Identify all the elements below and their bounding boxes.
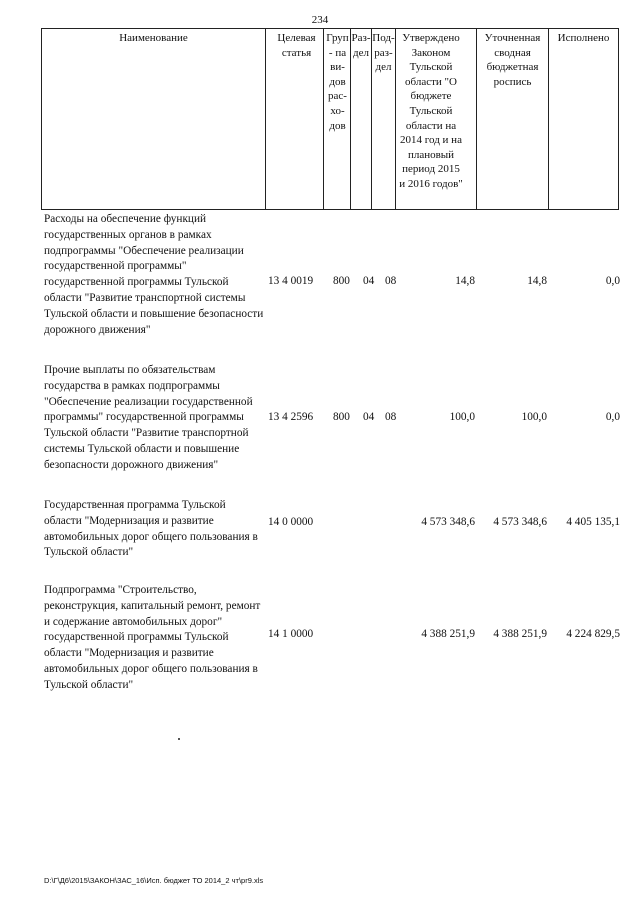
row-refined: 4 573 348,6: [493, 516, 547, 528]
header-subsection: Под- раз- дел: [371, 29, 395, 209]
row-section: 04: [363, 275, 375, 287]
row-executed: 0,0: [605, 275, 620, 287]
row-code: 14 0 0000: [268, 516, 314, 528]
row-name: Государственная программа Тульской области "Модернизация и развитие автомобильных дорог общего пользования в Тульской области": [44, 499, 258, 559]
row-name: Расходы на обеспечение функций государственных органов в рамках подпрограммы "Обеспечение реализации государственной программы" государственной программы Тульской области "Развитие транспортной системы Тульской области и повышение безопасности дорожного движения": [44, 213, 264, 336]
row-group: 800: [333, 411, 350, 423]
table-header: [41, 28, 619, 210]
row-executed: 4 224 829,5: [566, 628, 620, 640]
row-approved: 14,8: [455, 275, 475, 287]
row-refined: 100,0: [521, 411, 547, 423]
scan-speck: [178, 738, 180, 740]
header-executed: Исполнено: [548, 29, 619, 209]
row-code: 13 4 2596: [268, 411, 314, 423]
row-section: 04: [363, 411, 375, 423]
row-executed: 0,0: [605, 411, 620, 423]
header-approved: Утверждено Законом Тульской области "О бюджете Тульской области на 2014 год и на плановый период 2015 и 2016 годов": [395, 29, 466, 209]
row-approved: 4 388 251,9: [421, 628, 475, 640]
row-refined: 4 388 251,9: [493, 628, 547, 640]
header-name: Наименование: [41, 29, 265, 209]
row-subsection: 08: [385, 411, 397, 423]
row-executed: 4 405 135,1: [566, 516, 620, 528]
row-refined: 14,8: [527, 275, 547, 287]
header-group: Груп- па ви- дов рас- хо- дов: [323, 29, 350, 209]
row-approved: 100,0: [449, 411, 475, 423]
row-name: Подпрограмма "Строительство, реконструкция, капитальный ремонт, ремонт и содержание автомобильных дорог" государственной программы Тульской области "Модернизация и развитие автомобильных дорог общего пользования в Тульской области": [44, 584, 261, 691]
header-section: Раз- дел: [350, 29, 371, 209]
page-number: 234: [311, 14, 329, 26]
row-group: 800: [333, 275, 350, 287]
header-target: Целевая статья: [265, 29, 323, 209]
row-name: Прочие выплаты по обязательствам государства в рамках подпрограммы "Обеспечение реализации государственной программы" государственной программы Тульской области "Развитие транспортной системы Тульской области и повышение безопасности дорожного движения": [44, 364, 253, 471]
header-refined: Уточненная сводная бюджетная роспись: [476, 29, 548, 209]
row-approved: 4 573 348,6: [421, 516, 475, 528]
file-path-footer: D:\Г\Д6\2015\ЗАКОН\ЗАС_16\Исп. бюджет ТО 2014_2 чт\pr9.xls: [44, 876, 264, 885]
row-code: 13 4 0019: [268, 275, 314, 287]
row-code: 14 1 0000: [268, 628, 314, 640]
row-subsection: 08: [385, 275, 397, 287]
